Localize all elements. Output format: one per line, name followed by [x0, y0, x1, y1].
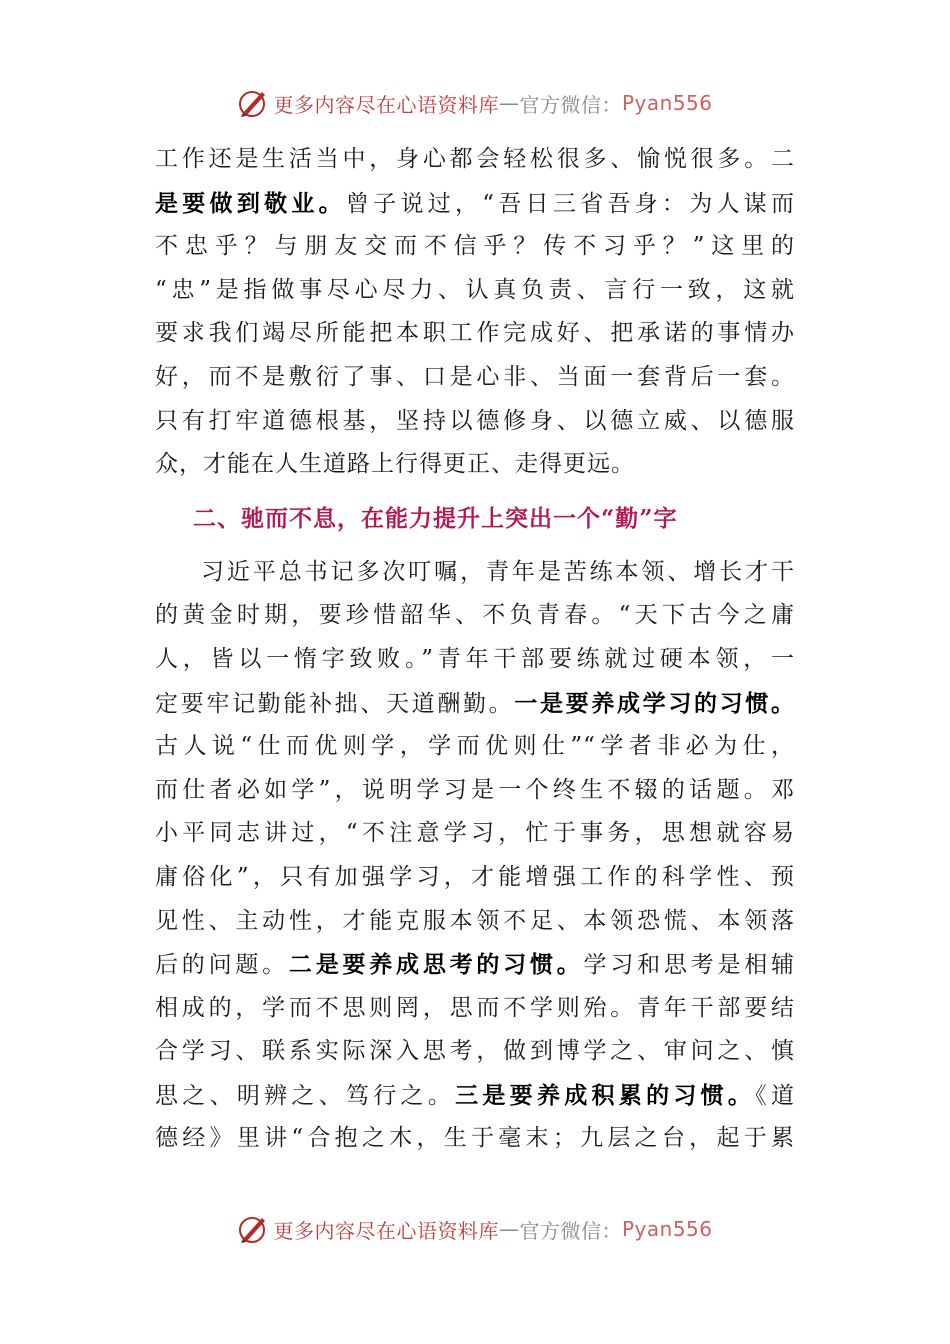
text-line: 不忠乎？与朋友交而不信乎？传不习乎？”这里的 — [155, 233, 795, 260]
text-line: 小平同志讲过，“不注意学习，忙于事务，思想就容易 — [155, 820, 795, 847]
text-line — [155, 682, 795, 726]
text-line: 好，而不是敷衍了事、口是心非、当面一套背后一套。 — [155, 363, 795, 390]
section-heading: 二、驰而不息，在能力提升上突出一个“勤”字 — [193, 504, 678, 532]
text-line: 只有打牢道德根基，坚持以德修身、以德立威、以德服 — [155, 407, 795, 434]
text-line: 习近平总书记多次叮嘱，青年是苦练本领、增长才干 — [201, 558, 795, 585]
text-line: “忠”是指做事尽心尽力、认真负责、言行一致，这就 — [155, 276, 795, 303]
document-body — [155, 138, 795, 1161]
paragraph-1 — [155, 138, 795, 487]
watermark-label: 官方微信： — [519, 1218, 622, 1243]
paragraph-2 — [155, 551, 795, 1161]
text-line: 相成的，学而不思则罔，思而不学则殆。青年干部要结 — [155, 994, 795, 1021]
text-line: 见性、主动性，才能克服本领不足、本领恐慌、本领落 — [155, 907, 795, 934]
text-line: 工作还是生活当中，身心都会轻松很多、愉悦很多。二 — [155, 146, 795, 172]
watermark-label: 官方微信： — [519, 92, 622, 117]
watermark-wechat-id: Pyan556 — [621, 1217, 713, 1241]
watermark-separator: — — [498, 91, 520, 115]
watermark-main-text: 更多内容尽在心语资料库 — [273, 92, 499, 117]
text-span: 后的问题。 — [155, 952, 289, 979]
text-span: 《道 — [755, 1082, 796, 1109]
text-span: 定要牢记勤能补拙、天道酬勤。 — [155, 690, 515, 717]
text-line: 德经》里讲“合抱之木，生于毫末；九层之台，起于累 — [155, 1125, 795, 1152]
text-span: 学习和思考是相辅 — [583, 952, 796, 979]
text-line — [155, 1074, 795, 1118]
watermark-wechat-id: Pyan556 — [621, 91, 713, 115]
text-span: 思之、明辨之、笃行之。 — [155, 1082, 456, 1109]
text-line: 古人说“仕而优则学，学而优则仕”“学者非必为仕， — [155, 733, 795, 760]
text-span: 曾子说过，“吾日三省吾身：为人谋而 — [345, 190, 796, 217]
watermark-main-text: 更多内容尽在心语资料库 — [273, 1218, 499, 1243]
text-line: 庸俗化”，只有加强学习，才能增强工作的科学性、预 — [155, 863, 795, 890]
text-line — [155, 943, 795, 987]
text-line: 要求我们竭尽所能把本职工作完成好、把承诺的事情办 — [155, 320, 795, 347]
bold-phrase: 二是要养成思考的习惯。 — [288, 951, 584, 979]
header-watermark — [0, 87, 950, 119]
text-line: 的黄金时期，要珍惜韶华、不负青春。“天下古今之庸 — [155, 602, 795, 629]
pen-logo-icon — [237, 87, 269, 119]
watermark-separator: — — [498, 1217, 520, 1241]
bold-phrase: 是要做到敬业。 — [155, 189, 346, 217]
footer-watermark — [0, 1213, 950, 1245]
bold-phrase: 一是要养成学习的习惯。 — [514, 689, 796, 717]
text-line: 众，才能在人生道路上行得更正、走得更远。 — [155, 451, 635, 478]
text-line: 人，皆以一惰字致败。”青年干部要练就过硬本领，一 — [155, 645, 795, 672]
bold-phrase: 三是要养成积累的习惯。 — [455, 1081, 756, 1109]
text-line: 而仕者必如学”，说明学习是一个终生不辍的话题。邓 — [155, 776, 795, 803]
pen-logo-icon — [237, 1213, 269, 1245]
text-line — [155, 182, 795, 226]
text-line: 合学习、联系实际深入思考，做到博学之、审问之、慎 — [155, 1038, 795, 1065]
